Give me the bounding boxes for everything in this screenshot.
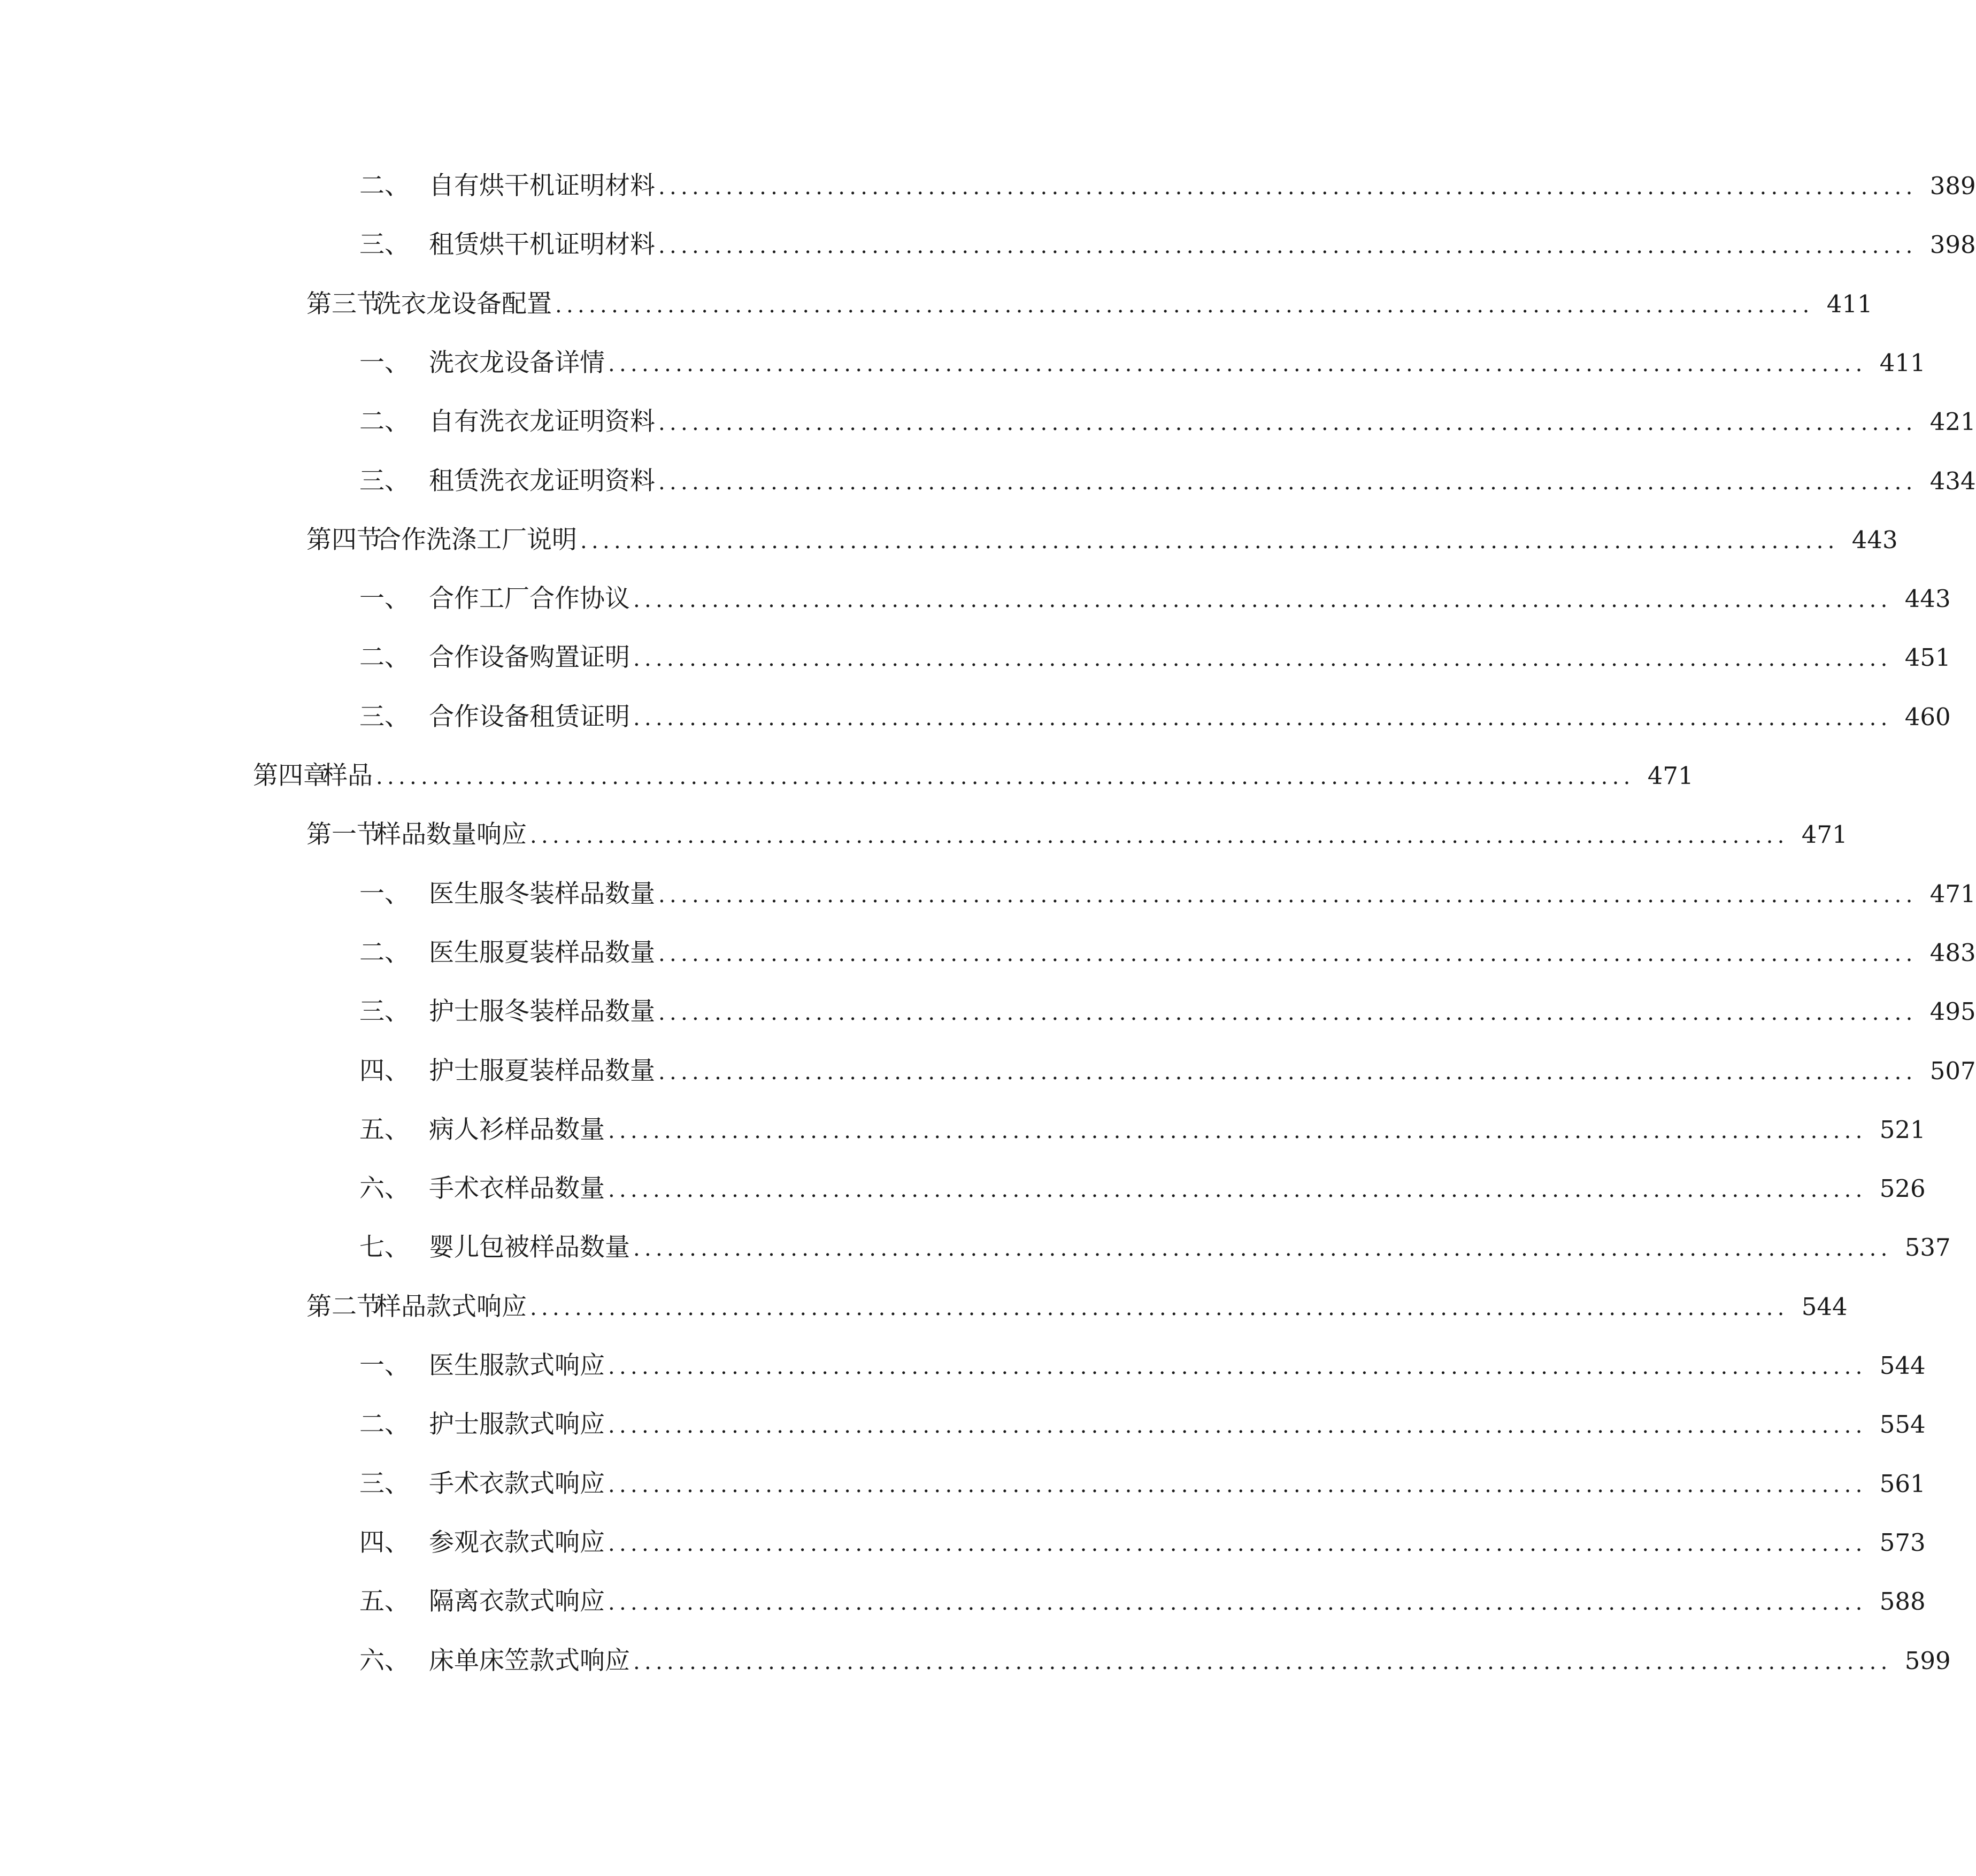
toc-entry-number: 三、 [359,997,410,1027]
toc-entry-page: 451 [1904,643,1951,672]
toc-entry[interactable] [359,580,1951,618]
toc-entry-number: 三、 [359,1468,410,1498]
toc-entry-page: 544 [1879,1351,1926,1380]
toc-entry-page: 443 [1904,585,1951,613]
toc-entry-page: 588 [1879,1587,1926,1616]
toc-leader-dots: ................................................................................................................ [658,1001,1917,1026]
toc-entry[interactable] [359,1524,1926,1562]
toc-entry-number: 二、 [359,937,410,967]
toc-entry-number: 第二节 [306,1291,382,1321]
toc-entry-number: 第四节 [306,525,382,555]
toc-entry[interactable] [359,344,1926,382]
toc-leader-dots: ................................................................................................................ [658,1059,1917,1085]
toc-entry[interactable] [359,403,1976,441]
toc-entry-page: 421 [1929,408,1976,436]
toc-entry-number: 三、 [359,702,410,732]
toc-entry-page: 471 [1647,762,1694,790]
toc-entry[interactable] [359,1052,1976,1090]
toc-entry[interactable] [359,1347,1926,1385]
toc-entry-number: 第一节 [306,820,382,850]
toc-entry[interactable] [253,757,1694,795]
toc-entry[interactable] [359,875,1976,913]
toc-entry-number: 四、 [359,1056,410,1086]
toc-entry-title: 样品款式响应 [376,1291,527,1321]
toc-entry-page: 507 [1929,1056,1976,1085]
toc-entry-number: 一、 [359,879,410,909]
toc-leader-dots: ................................................................................................................ [633,1236,1892,1262]
toc-entry[interactable] [359,1406,1926,1443]
toc-entry-page: 573 [1879,1528,1926,1557]
toc-entry-title: 床单床笠款式响应 [429,1646,630,1675]
toc-entry-page: 471 [1801,820,1848,849]
toc-entry-title: 病人衫样品数量 [429,1114,605,1144]
toc-leader-dots: ................................................................................................................ [580,528,1839,553]
toc-entry-page: 398 [1929,230,1976,259]
toc-leader-dots: ................................................................................................................ [608,1178,1867,1203]
toc-entry-title: 洗衣龙设备详情 [429,348,605,378]
toc-leader-dots: ................................................................................................................ [658,882,1917,908]
toc-entry-page: 471 [1929,879,1976,908]
toc-leader-dots: ................................................................................................................ [658,470,1917,495]
toc-entry-number: 一、 [359,584,410,614]
toc-entry-number: 六、 [359,1646,410,1675]
toc-entry-page: 460 [1904,702,1951,731]
toc-entry-title: 护士服夏装样品数量 [429,1056,655,1086]
toc-leader-dots: ................................................................................................................ [633,588,1892,613]
toc-entry-page: 554 [1879,1410,1926,1439]
toc-entry[interactable] [359,1642,1951,1680]
toc-entry-title: 医生服冬装样品数量 [429,879,655,909]
toc-entry[interactable] [359,934,1976,972]
toc-entry-number: 四、 [359,1527,410,1557]
toc-entry-number: 二、 [359,407,410,437]
toc-entry-number: 二、 [359,643,410,673]
toc-entry-title: 隔离衣款式响应 [429,1587,605,1617]
toc-entry[interactable] [359,226,1976,264]
toc-entry[interactable] [359,639,1951,676]
toc-leader-dots: ................................................................................................................ [608,1355,1867,1379]
toc-entry[interactable] [359,167,1976,205]
toc-entry-title: 合作设备购置证明 [429,643,630,673]
toc-entry-title: 合作洗涤工厂说明 [376,525,577,555]
toc-entry-title: 自有烘干机证明材料 [429,171,655,201]
toc-entry-page: 434 [1929,466,1976,495]
toc-leader-dots: ................................................................................................................ [608,1590,1867,1616]
toc-entry-page: 389 [1929,172,1976,200]
toc-entry-number: 二、 [359,171,410,201]
toc-entry-title: 护士服款式响应 [429,1410,605,1440]
toc-leader-dots: ................................................................................................................ [633,705,1892,731]
toc-entry-title: 合作设备租赁证明 [429,702,630,732]
toc-leader-dots: ................................................................................................................ [633,647,1892,672]
toc-entry-number: 五、 [359,1587,410,1617]
toc-entry-number: 三、 [359,466,410,496]
toc-entry-title: 合作工厂合作协议 [429,584,630,614]
toc-leader-dots: ................................................................................................................ [633,1649,1892,1674]
toc-leader-dots: ................................................................................................................ [530,1295,1789,1320]
toc-entry-number: 一、 [359,348,410,378]
toc-entry-title: 手术衣款式响应 [429,1468,605,1498]
toc-entry-page: 443 [1851,525,1898,554]
toc-leader-dots: ................................................................................................................ [658,175,1917,199]
toc-entry-page: 561 [1879,1469,1926,1498]
toc-entry-title: 租赁洗衣龙证明资料 [429,466,655,496]
toc-entry-title: 医生服夏装样品数量 [429,937,655,967]
toc-leader-dots: ................................................................................................................ [608,1118,1867,1143]
toc-entry-number: 二、 [359,1410,410,1440]
toc-entry-page: 599 [1904,1646,1951,1675]
toc-entry-number: 七、 [359,1233,410,1263]
toc-entry-number: 六、 [359,1174,410,1204]
toc-leader-dots: ................................................................................................................ [608,1472,1867,1497]
toc-entry-page: 411 [1879,348,1926,377]
toc-entry-title: 医生服款式响应 [429,1351,605,1380]
toc-leader-dots: ................................................................................................................ [658,411,1917,436]
toc-entry-title: 参观衣款式响应 [429,1527,605,1557]
toc-leader-dots: ................................................................................................................ [530,824,1789,849]
toc-entry[interactable] [359,1583,1926,1620]
toc-entry-title: 手术衣样品数量 [429,1174,605,1204]
toc-entry[interactable] [359,1170,1926,1208]
toc-leader-dots: ................................................................................................................ [658,941,1917,966]
toc-entry-page: 411 [1826,289,1873,318]
toc-entry-number: 第四章 [253,761,328,790]
toc-entry-number: 一、 [359,1351,410,1380]
toc-entry-page: 544 [1801,1292,1848,1321]
toc-entry-title: 婴儿包被样品数量 [429,1233,630,1263]
toc-entry-number: 三、 [359,230,410,260]
toc-leader-dots: ................................................................................................................ [608,1413,1867,1439]
toc-entry-page: 483 [1929,938,1976,967]
toc-entry-title: 样品 [322,761,373,790]
toc-entry-title: 样品数量响应 [376,820,527,850]
toc-entry-title: 洗衣龙设备配置 [376,289,552,319]
toc-leader-dots: ................................................................................................................ [658,234,1917,259]
toc-entry-title: 租赁烘干机证明材料 [429,230,655,260]
toc-entry-page: 495 [1929,997,1976,1026]
toc-entry[interactable] [359,1465,1926,1503]
toc-entry[interactable] [306,286,1873,323]
toc-leader-dots: ................................................................................................................ [608,351,1867,376]
toc-leader-dots: ................................................................................................................ [608,1531,1867,1556]
toc-entry[interactable] [359,698,1951,736]
toc-entry-page: 537 [1904,1233,1951,1262]
toc-entry-page: 526 [1879,1174,1926,1203]
toc-entry-number: 五、 [359,1114,410,1144]
toc-entry[interactable] [306,816,1848,854]
toc-entry[interactable] [359,1229,1951,1266]
toc-leader-dots: ................................................................................................................ [376,765,1635,789]
toc-entry[interactable] [306,521,1898,559]
toc-entry[interactable] [359,1111,1926,1149]
toc-entry-page: 521 [1879,1115,1926,1144]
toc-leader-dots: ................................................................................................................ [555,293,1814,318]
toc-entry[interactable] [359,993,1976,1031]
toc-entry-title: 护士服冬装样品数量 [429,997,655,1027]
toc-entry-number: 第三节 [306,289,382,319]
toc-entry[interactable] [359,463,1976,500]
toc-entry[interactable] [306,1288,1848,1326]
toc-entry-title: 自有洗衣龙证明资料 [429,407,655,437]
